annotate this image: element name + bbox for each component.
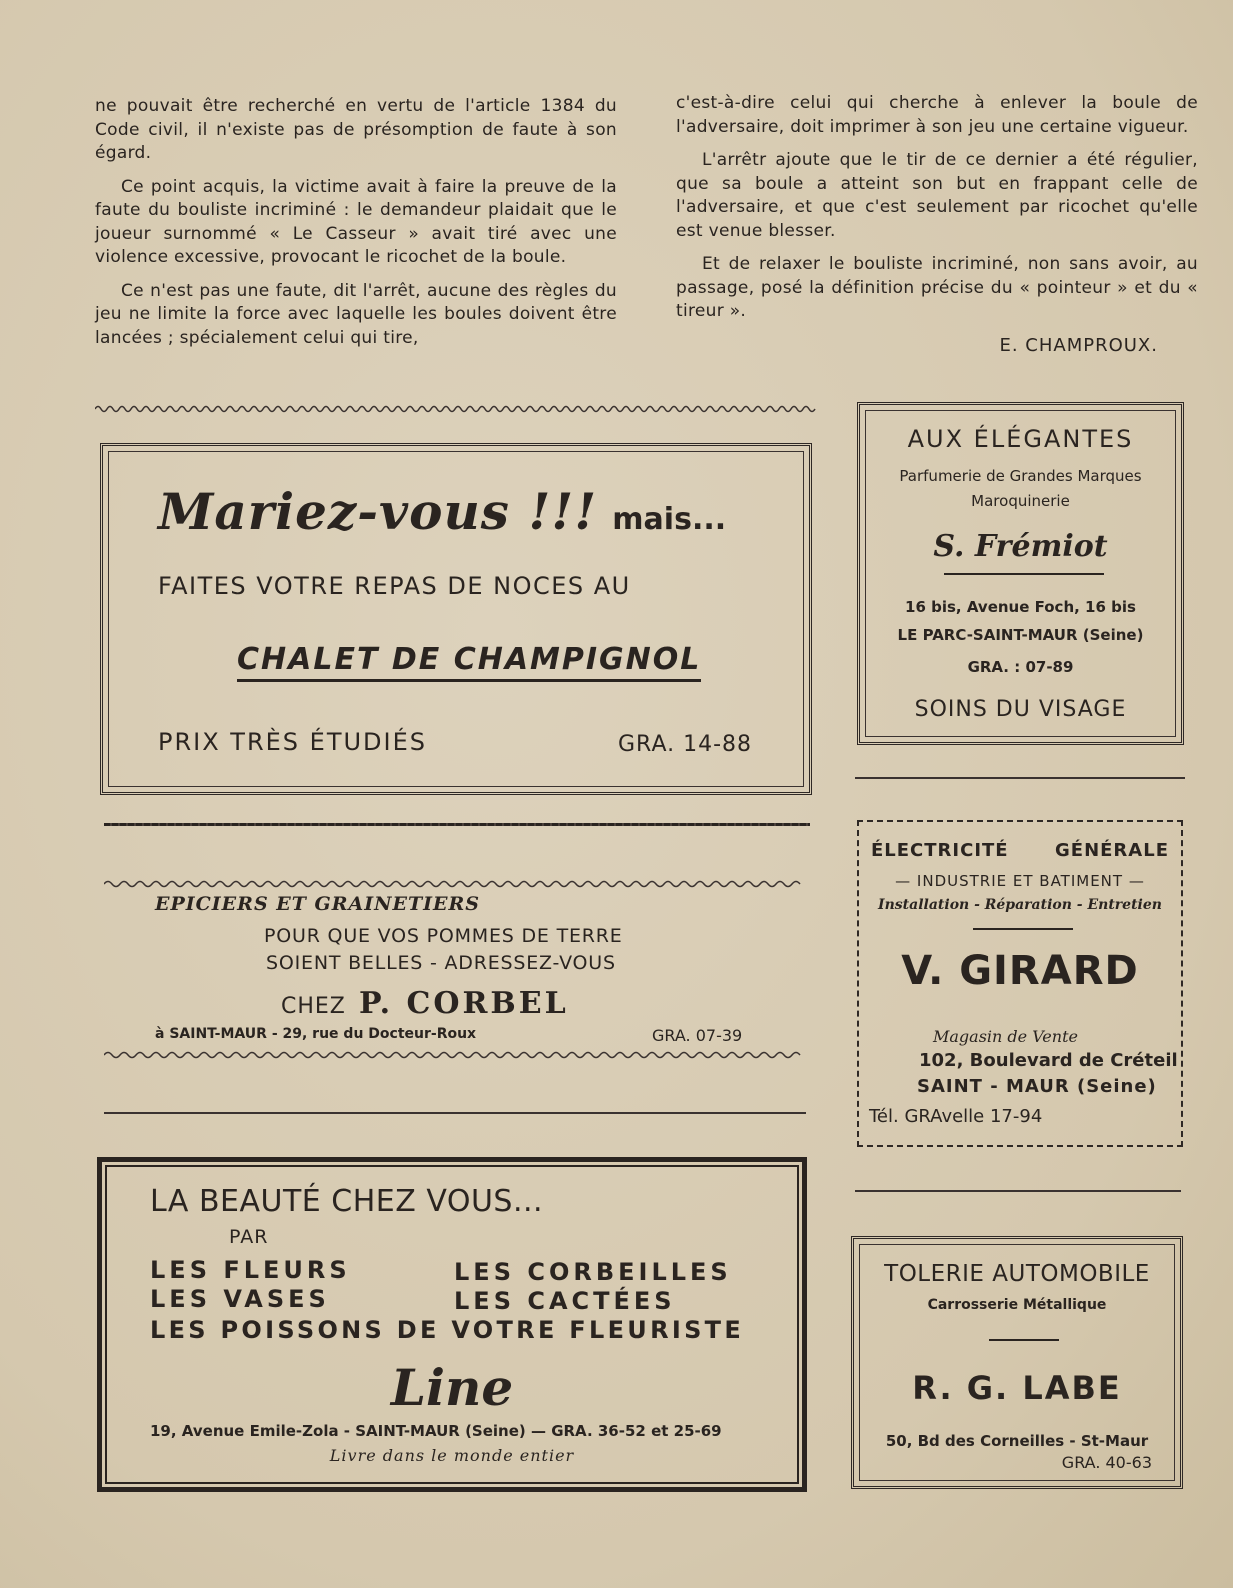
ad-corbel-name-row: [281, 986, 569, 1021]
ad-line-footer: Livre dans le monde entier: [329, 1446, 575, 1465]
ad-corbel-line2: SOIENT BELLES - ADRESSEZ-VOUS: [266, 952, 616, 974]
article-paragraph: Et de relaxer le bouliste incriminé, non sans avoir, au passage, posé la définition précise du « pointeur » et du « tireur ».: [676, 254, 1198, 321]
ad-corbel: [104, 893, 806, 1053]
ad-line-items-right: [454, 1258, 732, 1316]
ad-line-item: LES CACTÉES: [454, 1287, 676, 1315]
wavy-divider: [104, 879, 806, 889]
ad-labe-name: R. G. LABE: [912, 1369, 1122, 1407]
ad-chalet-headline-tail: mais...: [612, 502, 727, 537]
ad-chalet-headline-row: [158, 482, 726, 541]
ad-labe-subtitle: Carrosserie Métallique: [927, 1297, 1107, 1313]
ad-chalet-line1: FAITES VOTRE REPAS DE NOCES AU: [158, 572, 631, 600]
article-column-right: [676, 92, 1198, 357]
ad-labe-phone: GRA. 40-63: [1061, 1453, 1152, 1472]
ad-elegantes-line1: Parfumerie de Grandes Marques: [899, 467, 1142, 485]
ad-line-items-left: [150, 1256, 351, 1314]
ad-elegantes-name: S. Frémiot: [933, 529, 1108, 564]
ad-line-last-line: LES POISSONS DE VOTRE FLEURISTE: [150, 1316, 745, 1344]
ad-corbel-name: P. CORBEL: [358, 986, 569, 1021]
ad-chalet-champignol: [100, 443, 812, 795]
ad-elegantes-line2: Maroquinerie: [971, 492, 1070, 510]
ad-girard-rule: [973, 928, 1073, 930]
ad-elegantes-city: LE PARC-SAINT-MAUR (Seine): [897, 626, 1144, 644]
divider-line: [855, 777, 1185, 779]
wavy-divider: [104, 1050, 806, 1060]
ad-aux-elegantes: [857, 402, 1184, 745]
ad-chalet-name: CHALET DE CHAMPIGNOL: [237, 642, 701, 682]
ad-girard-phone: Tél. GRAvelle 17-94: [869, 1106, 1043, 1127]
ad-line-par: PAR: [229, 1226, 269, 1248]
ad-elegantes-footer: SOINS DU VISAGE: [914, 697, 1127, 722]
ad-girard-title-right: GÉNÉRALE: [1055, 840, 1169, 861]
ad-corbel-chez: CHEZ: [281, 994, 346, 1019]
ad-chalet-headline: Mariez-vous !!!: [158, 482, 598, 541]
ad-line-item: LES CORBEILLES: [454, 1258, 732, 1286]
ad-line-address: 19, Avenue Emile-Zola - SAINT-MAUR (Seine) — GRA. 36-52 et 25-69: [150, 1422, 722, 1440]
ad-corbel-phone: GRA. 07-39: [652, 1026, 743, 1045]
ad-girard-shop: Magasin de Vente: [933, 1027, 1078, 1046]
wavy-divider: [95, 403, 817, 413]
ad-line-name: Line: [390, 1358, 514, 1417]
article-paragraph: L'arrêtr ajoute que le tir de ce dernier a été régulier, que sa boule a atteint son but en frappant celle de l'adversaire, et que c'est seulement par ricochet qu'elle est venue blesser.: [676, 150, 1198, 241]
ad-line-item: LES FLEURS: [150, 1256, 351, 1284]
ad-girard-name: V. GIRARD: [901, 948, 1139, 994]
article-paragraph: c'est-à-dire celui qui cherche à enlever la boule de l'adversaire, doit imprimer à son jeu une certaine vigueur.: [676, 93, 1198, 137]
ad-elegantes-phone: GRA. : 07-89: [967, 658, 1074, 676]
ad-corbel-line1: POUR QUE VOS POMMES DE TERRE: [264, 925, 623, 947]
article-paragraph: Ce point acquis, la victime avait à faire la preuve de la faute du bouliste incriminé : le demandeur plaidait que le joueur surnommé « Le Casseur » avait tiré avec une violence excessive, provocant le ricochet de la boule.: [95, 176, 617, 267]
ad-labe: [851, 1236, 1183, 1489]
ad-girard-city: SAINT - MAUR (Seine): [917, 1076, 1157, 1097]
ad-chalet-phone: GRA. 14-88: [618, 732, 753, 757]
decorative-divider: [104, 823, 810, 826]
ad-elegantes-title: AUX ÉLÉGANTES: [907, 425, 1134, 453]
ad-chalet-prices: PRIX TRÈS ÉTUDIÉS: [158, 728, 428, 756]
ad-labe-address: 50, Bd des Corneilles - St-Maur: [885, 1432, 1149, 1450]
article-paragraph: Ce n'est pas une faute, dit l'arrêt, aucune des règles du jeu ne limite la force avec laquelle les boules doivent être lancées ; spécialement celui qui tire,: [95, 280, 617, 348]
ad-girard-line2: Installation - Réparation - Entretien: [878, 897, 1162, 913]
ad-line-item: LES VASES: [150, 1285, 330, 1313]
article-column-left: [95, 95, 617, 360]
ad-girard-title-left: ÉLECTRICITÉ: [871, 840, 1009, 861]
ad-elegantes-address: 16 bis, Avenue Foch, 16 bis: [905, 598, 1136, 616]
divider-line: [855, 1190, 1181, 1192]
article-paragraph: ne pouvait être recherché en vertu de l'article 1384 du Code civil, il n'existe pas de présomption de faute à son égard.: [95, 96, 617, 163]
ad-corbel-address: à SAINT-MAUR - 29, rue du Docteur-Roux: [155, 1026, 477, 1042]
article-signature: E. CHAMPROUX.: [999, 334, 1158, 356]
ad-line-fleuriste: [97, 1157, 807, 1492]
ad-labe-rule: [989, 1339, 1059, 1341]
ad-elegantes-rule: [944, 573, 1104, 575]
ad-labe-title: TOLERIE AUTOMOBILE: [884, 1261, 1150, 1287]
ad-girard-line1: — INDUSTRIE ET BATIMENT —: [895, 872, 1145, 890]
ad-corbel-heading: EPICIERS ET GRAINETIERS: [155, 893, 481, 915]
divider-line: [104, 1112, 806, 1114]
ad-line-headline: LA BEAUTÉ CHEZ VOUS...: [150, 1184, 544, 1219]
ad-girard: [857, 820, 1183, 1147]
ad-girard-address: 102, Boulevard de Créteil: [919, 1050, 1178, 1071]
